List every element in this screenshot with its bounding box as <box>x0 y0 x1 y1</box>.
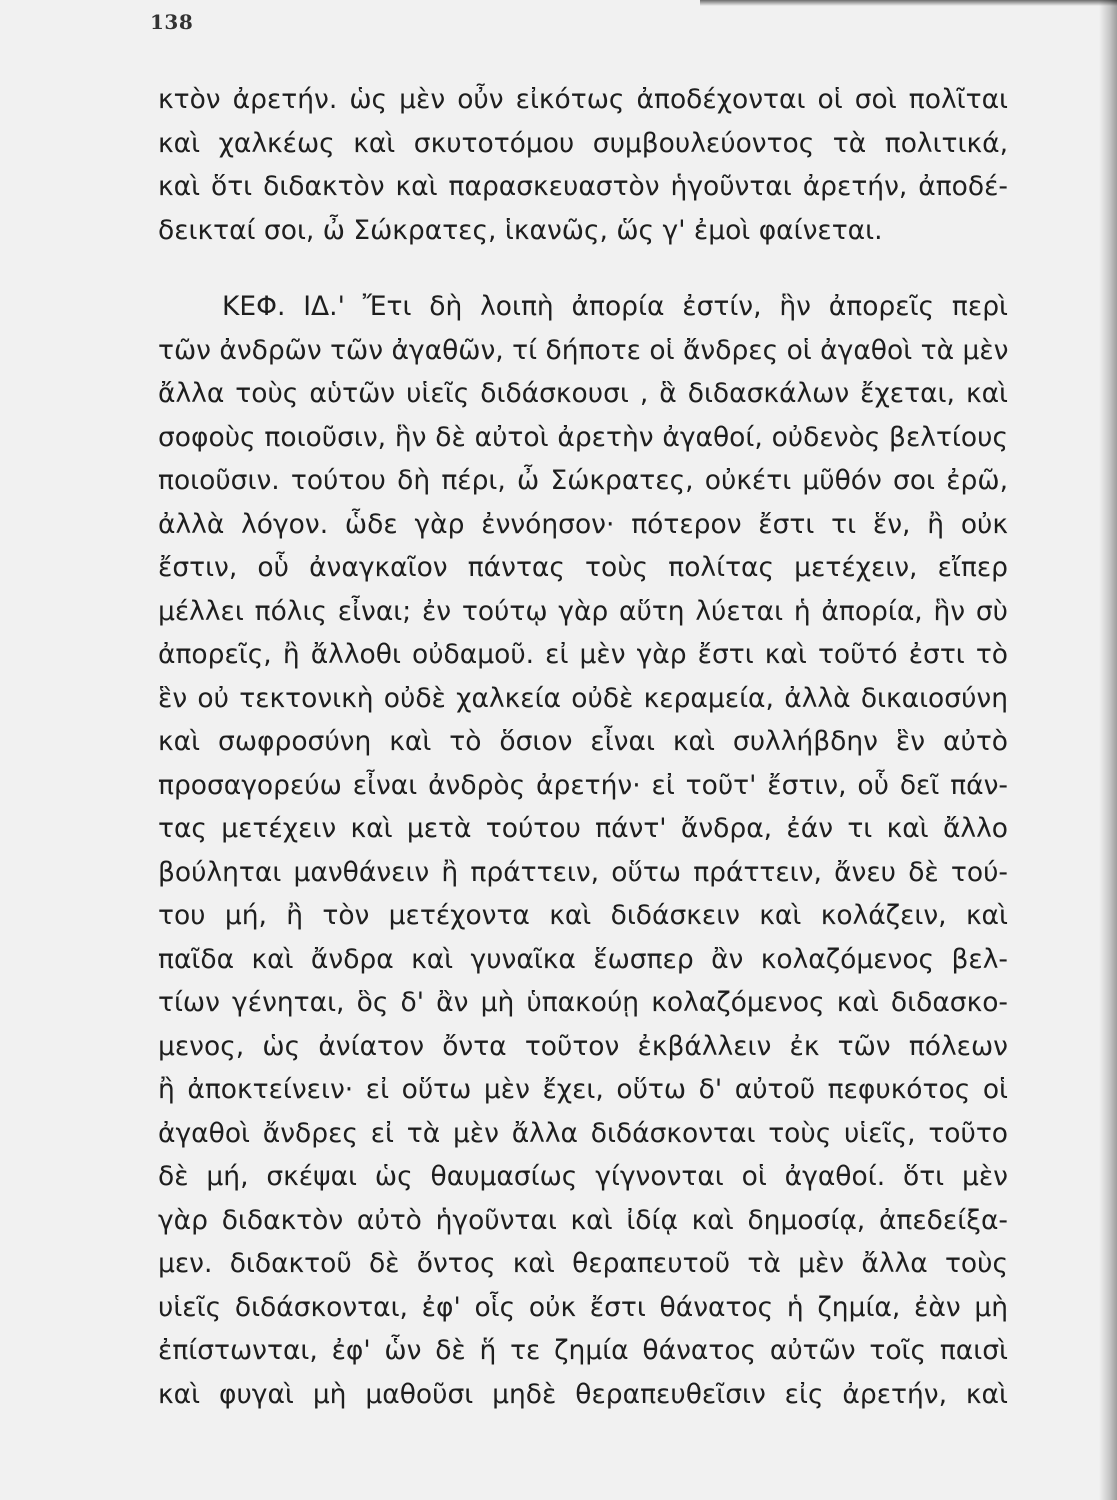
text-line: καὶ ὅτι διδακτὸν καὶ παρασκευαστὸν ἡγοῦνται ἀρετήν, ἀποδέ- <box>158 171 1008 202</box>
chapter-heading-line: ΚΕΦ. ΙΔ.' Ἔτι δὴ λοιπὴ ἀπορία ἐστίν, ἣν ἀπορεῖς περὶ <box>222 291 1008 322</box>
text-line: ποιοῦσιν. τούτου δὴ πέρι, ὦ Σώκρατες, οὐκέτι μῦθόν σοι ἐρῶ, <box>158 465 1008 496</box>
text-line: τίων γένηται, ὃς δ' ἂν μὴ ὑπακούῃ κολαζόμενος καὶ διδασκο- <box>158 987 1008 1018</box>
text-line: καὶ χαλκέως καὶ σκυτοτόμου συμβουλεύοντος τὰ πολιτικά, <box>158 127 1008 159</box>
text-line: προσαγορεύω εἶναι ἀνδρὸς ἀρετήν· εἰ τοῦτ' ἔστιν, οὗ δεῖ πάν- <box>158 769 1008 801</box>
text-line: μέλλει πόλις εἶναι; ἐν τούτῳ γὰρ αὕτη λύεται ἡ ἀπορία, ἣν σὺ <box>158 595 1008 627</box>
text-line: καὶ σωφροσύνη καὶ τὸ ὅσιον εἶναι καὶ συλλήβδην ἓν αὐτὸ <box>158 726 1008 757</box>
text-line: ἄλλα τοὺς αὑτῶν υἱεῖς διδάσκουσι , ἃ διδασκάλων ἔχεται, καὶ <box>158 378 1008 409</box>
text-line: ἔστιν, οὗ ἀναγκαῖον πάντας τοὺς πολίτας μετέχειν, εἴπερ <box>158 552 1008 583</box>
text-line: τας μετέχειν καὶ μετὰ τούτου πάντ' ἄνδρα, ἐάν τι καὶ ἄλλο <box>158 813 1008 844</box>
scan-right-edge-shadow <box>1099 0 1117 1500</box>
text-line: υἱεῖς διδάσκονται, ἐφ' οἷς οὐκ ἔστι θάνατος ἡ ζημία, ἐὰν μὴ <box>158 1291 1008 1323</box>
text-line: κτὸν ἀρετήν. ὡς μὲν οὖν εἰκότως ἀποδέχονται οἱ σοὶ πολῖται <box>158 84 1008 115</box>
text-line: ἀπορεῖς, ἢ ἄλλοθι οὐδαμοῦ. εἰ μὲν γὰρ ἔστι καὶ τοῦτό ἐστι τὸ <box>158 639 1008 670</box>
text-line: σοφοὺς ποιοῦσιν, ἣν δὲ αὐτοὶ ἀρετὴν ἀγαθοί, οὐδενὸς βελτίους <box>158 421 1008 453</box>
text-line: ἀγαθοὶ ἄνδρες εἰ τὰ μὲν ἄλλα διδάσκονται τοὺς υἱεῖς, τοῦτο <box>158 1117 1008 1149</box>
text-line: ἓν οὐ τεκτονικὴ οὐδὲ χαλκεία οὐδὲ κεραμεία, ἀλλὰ δικαιοσύνη <box>158 682 1008 714</box>
text-line: γὰρ διδακτὸν αὐτὸ ἡγοῦνται καὶ ἰδίᾳ καὶ δημοσίᾳ, ἀπεδείξα- <box>158 1204 1008 1236</box>
text-line: ἀλλὰ λόγον. ὧδε γὰρ ἐννόησον· πότερον ἔστι τι ἕν, ἢ οὐκ <box>158 508 1008 540</box>
page-number: 138 <box>150 10 194 34</box>
paragraph-2-chapter-14 <box>158 285 1008 1416</box>
text-line: καὶ φυγαὶ μὴ μαθοῦσι μηδὲ θεραπευθεῖσιν εἰς ἀρετήν, καὶ <box>158 1378 1008 1410</box>
text-line: τῶν ἀνδρῶν τῶν ἀγαθῶν, τί δήποτε οἱ ἄνδρες οἱ ἀγαθοὶ τὰ μὲν <box>158 334 1009 366</box>
text-line: του μή, ἢ τὸν μετέχοντα καὶ διδάσκειν καὶ κολάζειν, καὶ <box>158 900 1008 931</box>
text-line: μενος, ὡς ἀνίατον ὄντα τοῦτον ἐκβάλλειν ἐκ τῶν πόλεων <box>158 1030 1008 1062</box>
text-line: μεν. διδακτοῦ δὲ ὄντος καὶ θεραπευτοῦ τὰ μὲν ἄλλα τοὺς <box>158 1248 1008 1279</box>
text-line: δὲ μή, σκέψαι ὡς θαυμασίως γίγνονται οἱ ἀγαθοί. ὅτι μὲν <box>158 1161 1008 1192</box>
text-line: ἢ ἀποκτείνειν· εἰ οὕτω μὲν ἔχει, οὕτω δ' αὐτοῦ πεφυκότος οἱ <box>158 1074 1008 1105</box>
text-line: βούληται μανθάνειν ἢ πράττειν, οὕτω πράττειν, ἄνευ δὲ τού- <box>158 856 1008 888</box>
paragraph-1 <box>158 78 1008 252</box>
text-line: δεικταί σοι, ὦ Σώκρατες, ἱκανῶς, ὥς γ' ἐμοὶ φαίνεται. <box>158 214 883 246</box>
text-line: παῖδα καὶ ἄνδρα καὶ γυναῖκα ἕωσπερ ἂν κολαζόμενος βελ- <box>158 943 1008 975</box>
paragraph-gap <box>158 252 1008 285</box>
scan-top-edge <box>700 0 1117 6</box>
body-text <box>158 78 1008 1416</box>
text-line: ἐπίστωνται, ἐφ' ὧν δὲ ἥ τε ζημία θάνατος αὐτῶν τοῖς παισὶ <box>158 1335 1008 1366</box>
